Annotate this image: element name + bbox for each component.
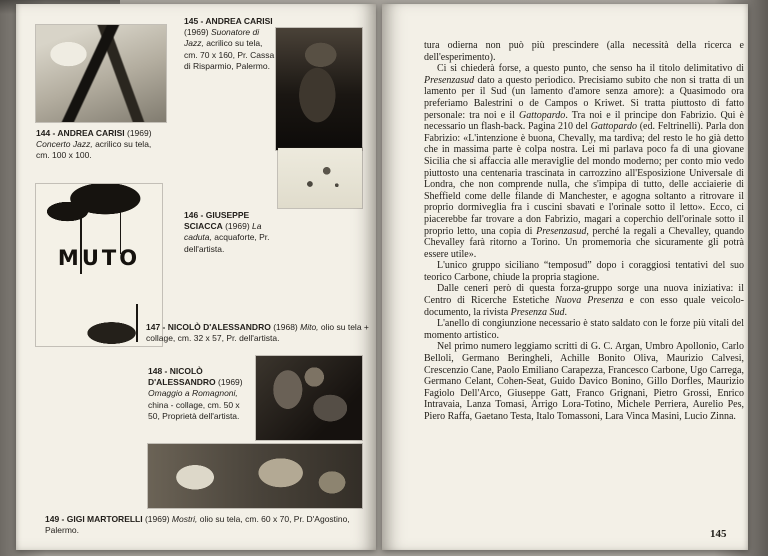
caption-148: 148 - NICOLÒ D'ALESSANDRO (1969) Omaggio a Romagnoni, china - collage, cm. 50 x 50, Proprietà dell'artista.	[148, 366, 243, 421]
paragraph: L'unico gruppo siciliano “temposud” dopo i coraggiosi tentativi del suo teorico Carbone, chiude la propria stagione.	[424, 260, 744, 283]
artwork-147-mito	[36, 184, 162, 346]
paragraph: tura odierna non può più prescindere (alla necessità della ricerca e dell'esperimento).	[424, 40, 744, 63]
left-page	[16, 4, 376, 550]
page-number: 145	[710, 528, 727, 540]
artwork-144-concerto-jazz	[36, 25, 166, 122]
artwork-148-omaggio-a-romagnoni	[256, 356, 362, 440]
paragraph: Nel primo numero leggiamo scritti di G. C. Argan, Umbro Apollonio, Carlo Belloli, Germano Beringheli, Achille Bonito Oliva, Maurizio Calvesi, Crescenzio Cane, Paolo Emiliano Carapezza, Francesco Carbone, Ugo Carrega, Germano Celant, Cohen-Seat, Guido Davico Bonino, Gillo Dorfles, Maurizio Fagiolo Dell'Arco, Giuseppe Gatt, Franco Grignani, Pietro Grossi, Enrico Intravaia, Lanza Tomasi, Arrigo Lora-Totino, Michele Perriera, Aurelio Pes, Piero Raffa, Gaetano Testa, Italo Tomassoni, Lara Vinca Masini, Lucio Zinna.	[424, 341, 744, 422]
caption-146: 146 - GIUSEPPE SCIACCA (1969) La caduta, acquaforte, Pr. dell'artista.	[184, 210, 270, 254]
paragraph: L'anello di congiunzione necessario è stato saldato con le forze più vitali del momento artistico.	[424, 318, 744, 341]
caption-145: 145 - ANDREA CARISI (1969) Suonatore di Jazz, acrilico su tela, cm. 70 x 160, Pr. Cassa di Risparmio, Palermo.	[184, 16, 275, 71]
artwork-146-la-caduta	[278, 148, 362, 208]
caption-144: 144 - ANDREA CARISI (1969) Concerto Jazz, acrilico su tela, cm. 100 x 100.	[36, 128, 152, 161]
artwork-149-mostri	[148, 444, 362, 508]
paragraph: Ci si chiederà forse, a questo punto, che senso ha il titolo delimitativo di Presenzasud dato a questo periodico. Precisiamo subito che non si tratta di un lamento per il Sud (un lamento d'amore senza amore): a Quasimodo ora preferiamo Balestrini o de Campos o Kriwet. Si tratta piuttosto di fatto personale: tra noi e il Gattopardo. Tra noi e il principe don Fabrizio. Qui è necessario un flash-back. Pagina 210 del Gattopardo (ed. Feltrinelli). Parla don Fabrizio: «L'intenzione è buona, Chevally, ma tardiva; del resto le ho già detto che in massima parte è colpa nostra. Lei mi parlava poco fa di una giovane Sicilia che si affaccia alle meraviglie del mondo moderno; per conto mio vedo piuttosto una centenaria trascinata in carrozzino all'Esposizione Universale di Londra, che non comprende nulla, che s'impipa di tutto, delle acciaierie di Sheffield come delle filande di Manchester, e agogna soltanto a ritrovare il proprio dormiveglia fra i cuscini sbavati e l'orinale sotto il letto». Ecco, ci piacerebbe far trovare a don Fabrizio, magari a coperchio dell'orinale sotto il proprio letto, una copia di Presenzasud, perché la regali a Chevalley, quando Chevalley farà ritorno a Torino. Un promemoria che sicuramente gli potrà essere utile».	[424, 63, 744, 260]
artwork-147-stencil-text: MUTO	[57, 246, 141, 270]
text-column	[424, 40, 744, 423]
caption-149: 149 - GIGI MARTORELLI (1969) Mostri, olio su tela, cm. 60 x 70, Pr. D'Agostino, Palermo.	[45, 514, 350, 536]
right-page	[382, 4, 748, 550]
paragraph: Dalle ceneri però di questa forza-gruppo sorge una nuova iniziativa: il Centro di Ricerche Estetiche Nuova Presenza e con esso quale veicolo-documento, la rivista Presenza Sud.	[424, 283, 744, 318]
artwork-145-suonatore-di-jazz	[276, 28, 362, 150]
caption-147: 147 - NICOLÒ D'ALESSANDRO (1968) Mito, olio su tela + collage, cm. 32 x 57, Pr. dell'artista.	[146, 322, 369, 344]
